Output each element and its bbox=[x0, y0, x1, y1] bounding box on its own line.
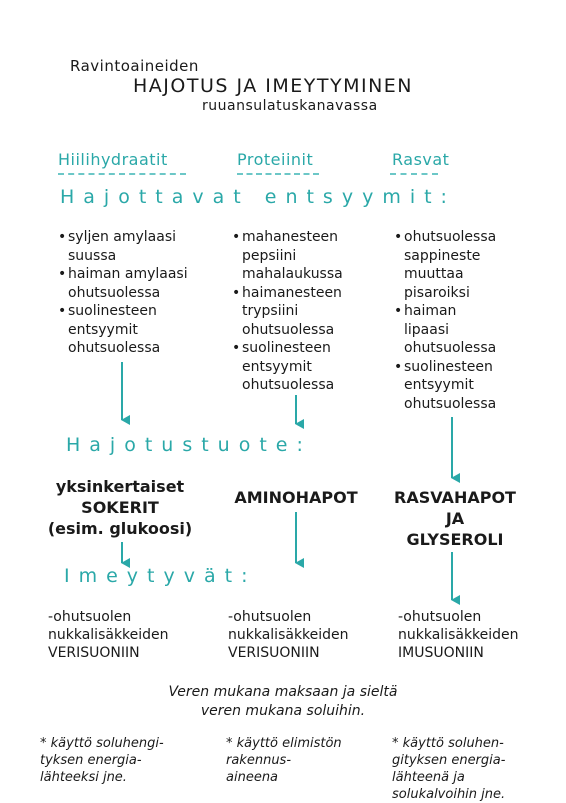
note-proteins-line: aineena bbox=[226, 770, 279, 785]
list-item: ohutsuolessa bbox=[68, 284, 161, 301]
list-item: ohutsuolessa bbox=[242, 321, 335, 338]
note-fats-line: gityksen energia- bbox=[392, 753, 506, 768]
product-carbs-line: SOKERIT bbox=[81, 498, 159, 517]
list-item: • suolinesteen bbox=[58, 302, 188, 321]
footer-line: Veren mukana maksaan ja sieltä bbox=[168, 684, 398, 700]
section-product-title: Hajotustuote: bbox=[66, 434, 312, 456]
absorption-fats-line: nukkalisäkkeiden bbox=[398, 627, 519, 643]
note-fats bbox=[392, 735, 505, 803]
absorption-proteins-line: nukkalisäkkeiden bbox=[228, 627, 349, 643]
list-item: • haimanesteen bbox=[232, 284, 343, 303]
list-item: ohutsuolessa bbox=[68, 340, 161, 356]
list-item: entsyymit bbox=[68, 321, 138, 338]
column-header-fats: Rasvat bbox=[392, 150, 450, 169]
title-line-1: Ravintoaineiden bbox=[70, 57, 199, 75]
product-fats-line: GLYSEROLI bbox=[406, 530, 504, 549]
list-item: pepsiini bbox=[242, 247, 297, 264]
absorption-proteins-line: -ohutsuolen bbox=[228, 609, 312, 625]
list-item: • suolinesteen bbox=[232, 339, 343, 358]
absorption-proteins-line: VERISUONIIN bbox=[228, 645, 320, 661]
absorption-fats bbox=[398, 608, 519, 662]
note-fats-line: * käyttö soluhen- bbox=[392, 736, 504, 751]
list-item: pisaroiksi bbox=[404, 284, 470, 301]
absorption-carbs-line: VERISUONIIN bbox=[48, 645, 140, 661]
title-line-2: HAJOTUS JA IMEYTYMINEN bbox=[133, 75, 414, 97]
absorption-proteins bbox=[228, 608, 349, 662]
absorption-carbs-line: nukkalisäkkeiden bbox=[48, 627, 169, 643]
list-item: ohutsuolessa bbox=[404, 340, 497, 356]
product-fats-line: RASVAHAPOT bbox=[394, 488, 516, 507]
list-item: muuttaa bbox=[404, 266, 464, 282]
note-fats-line: solukalvoihin jne. bbox=[392, 787, 506, 802]
list-item: ohutsuolessa bbox=[404, 395, 497, 412]
list-item: entsyymit bbox=[242, 358, 312, 375]
section-enzymes-title: Hajottavat entsyymit: bbox=[60, 186, 456, 208]
footer-line: veren mukana soluihin. bbox=[200, 703, 366, 719]
column-header-carbs: Hiilihydraatit bbox=[58, 150, 168, 169]
list-item: sappineste bbox=[404, 247, 481, 264]
list-item: mahalaukussa bbox=[242, 266, 343, 282]
note-carbs-line: lähteeksi jne. bbox=[40, 770, 127, 785]
product-fats-line: JA bbox=[445, 509, 465, 528]
note-proteins-line: * käyttö elimistön bbox=[226, 736, 342, 751]
list-item: • mahanesteen bbox=[232, 228, 343, 247]
note-carbs bbox=[40, 735, 164, 786]
absorption-fats-line: -ohutsuolen bbox=[398, 609, 482, 625]
list-item: trypsiini bbox=[242, 303, 299, 319]
list-item: ohutsuolessa bbox=[242, 377, 335, 393]
column-header-proteins: Proteiinit bbox=[237, 150, 314, 169]
list-item: • syljen amylaasi bbox=[58, 228, 188, 247]
list-item: • ohutsuolessa bbox=[394, 228, 496, 247]
list-item: • haiman bbox=[394, 302, 496, 321]
product-carbs-line: yksinkertaiset bbox=[55, 477, 185, 496]
product-proteins bbox=[226, 487, 366, 508]
title-line-3: ruuansulatuskanavassa bbox=[202, 98, 378, 114]
note-carbs-line: * käyttö soluhengi- bbox=[40, 736, 164, 751]
note-proteins-line: rakennus- bbox=[226, 753, 292, 768]
footer-text bbox=[60, 683, 506, 721]
product-carbs bbox=[30, 476, 210, 539]
absorption-carbs-line: -ohutsuolen bbox=[48, 609, 132, 625]
list-item: lipaasi bbox=[404, 321, 450, 338]
product-fats bbox=[380, 487, 530, 550]
list-item: • haiman amylaasi bbox=[58, 265, 188, 284]
product-proteins-line: AMINOHAPOT bbox=[234, 488, 358, 507]
product-carbs-line: (esim. glukoosi) bbox=[47, 519, 193, 538]
absorption-fats-line: IMUSUONIIN bbox=[398, 645, 484, 661]
list-item: • suolinesteen bbox=[394, 358, 496, 377]
list-item: suussa bbox=[68, 247, 117, 264]
note-fats-line: lähteenä ja bbox=[392, 770, 465, 785]
note-proteins bbox=[226, 735, 342, 786]
note-carbs-line: tyksen energia- bbox=[40, 753, 142, 768]
list-item: entsyymit bbox=[404, 377, 474, 393]
section-absorbed-title: Imeytyvät: bbox=[64, 565, 257, 587]
absorption-carbs bbox=[48, 608, 169, 662]
